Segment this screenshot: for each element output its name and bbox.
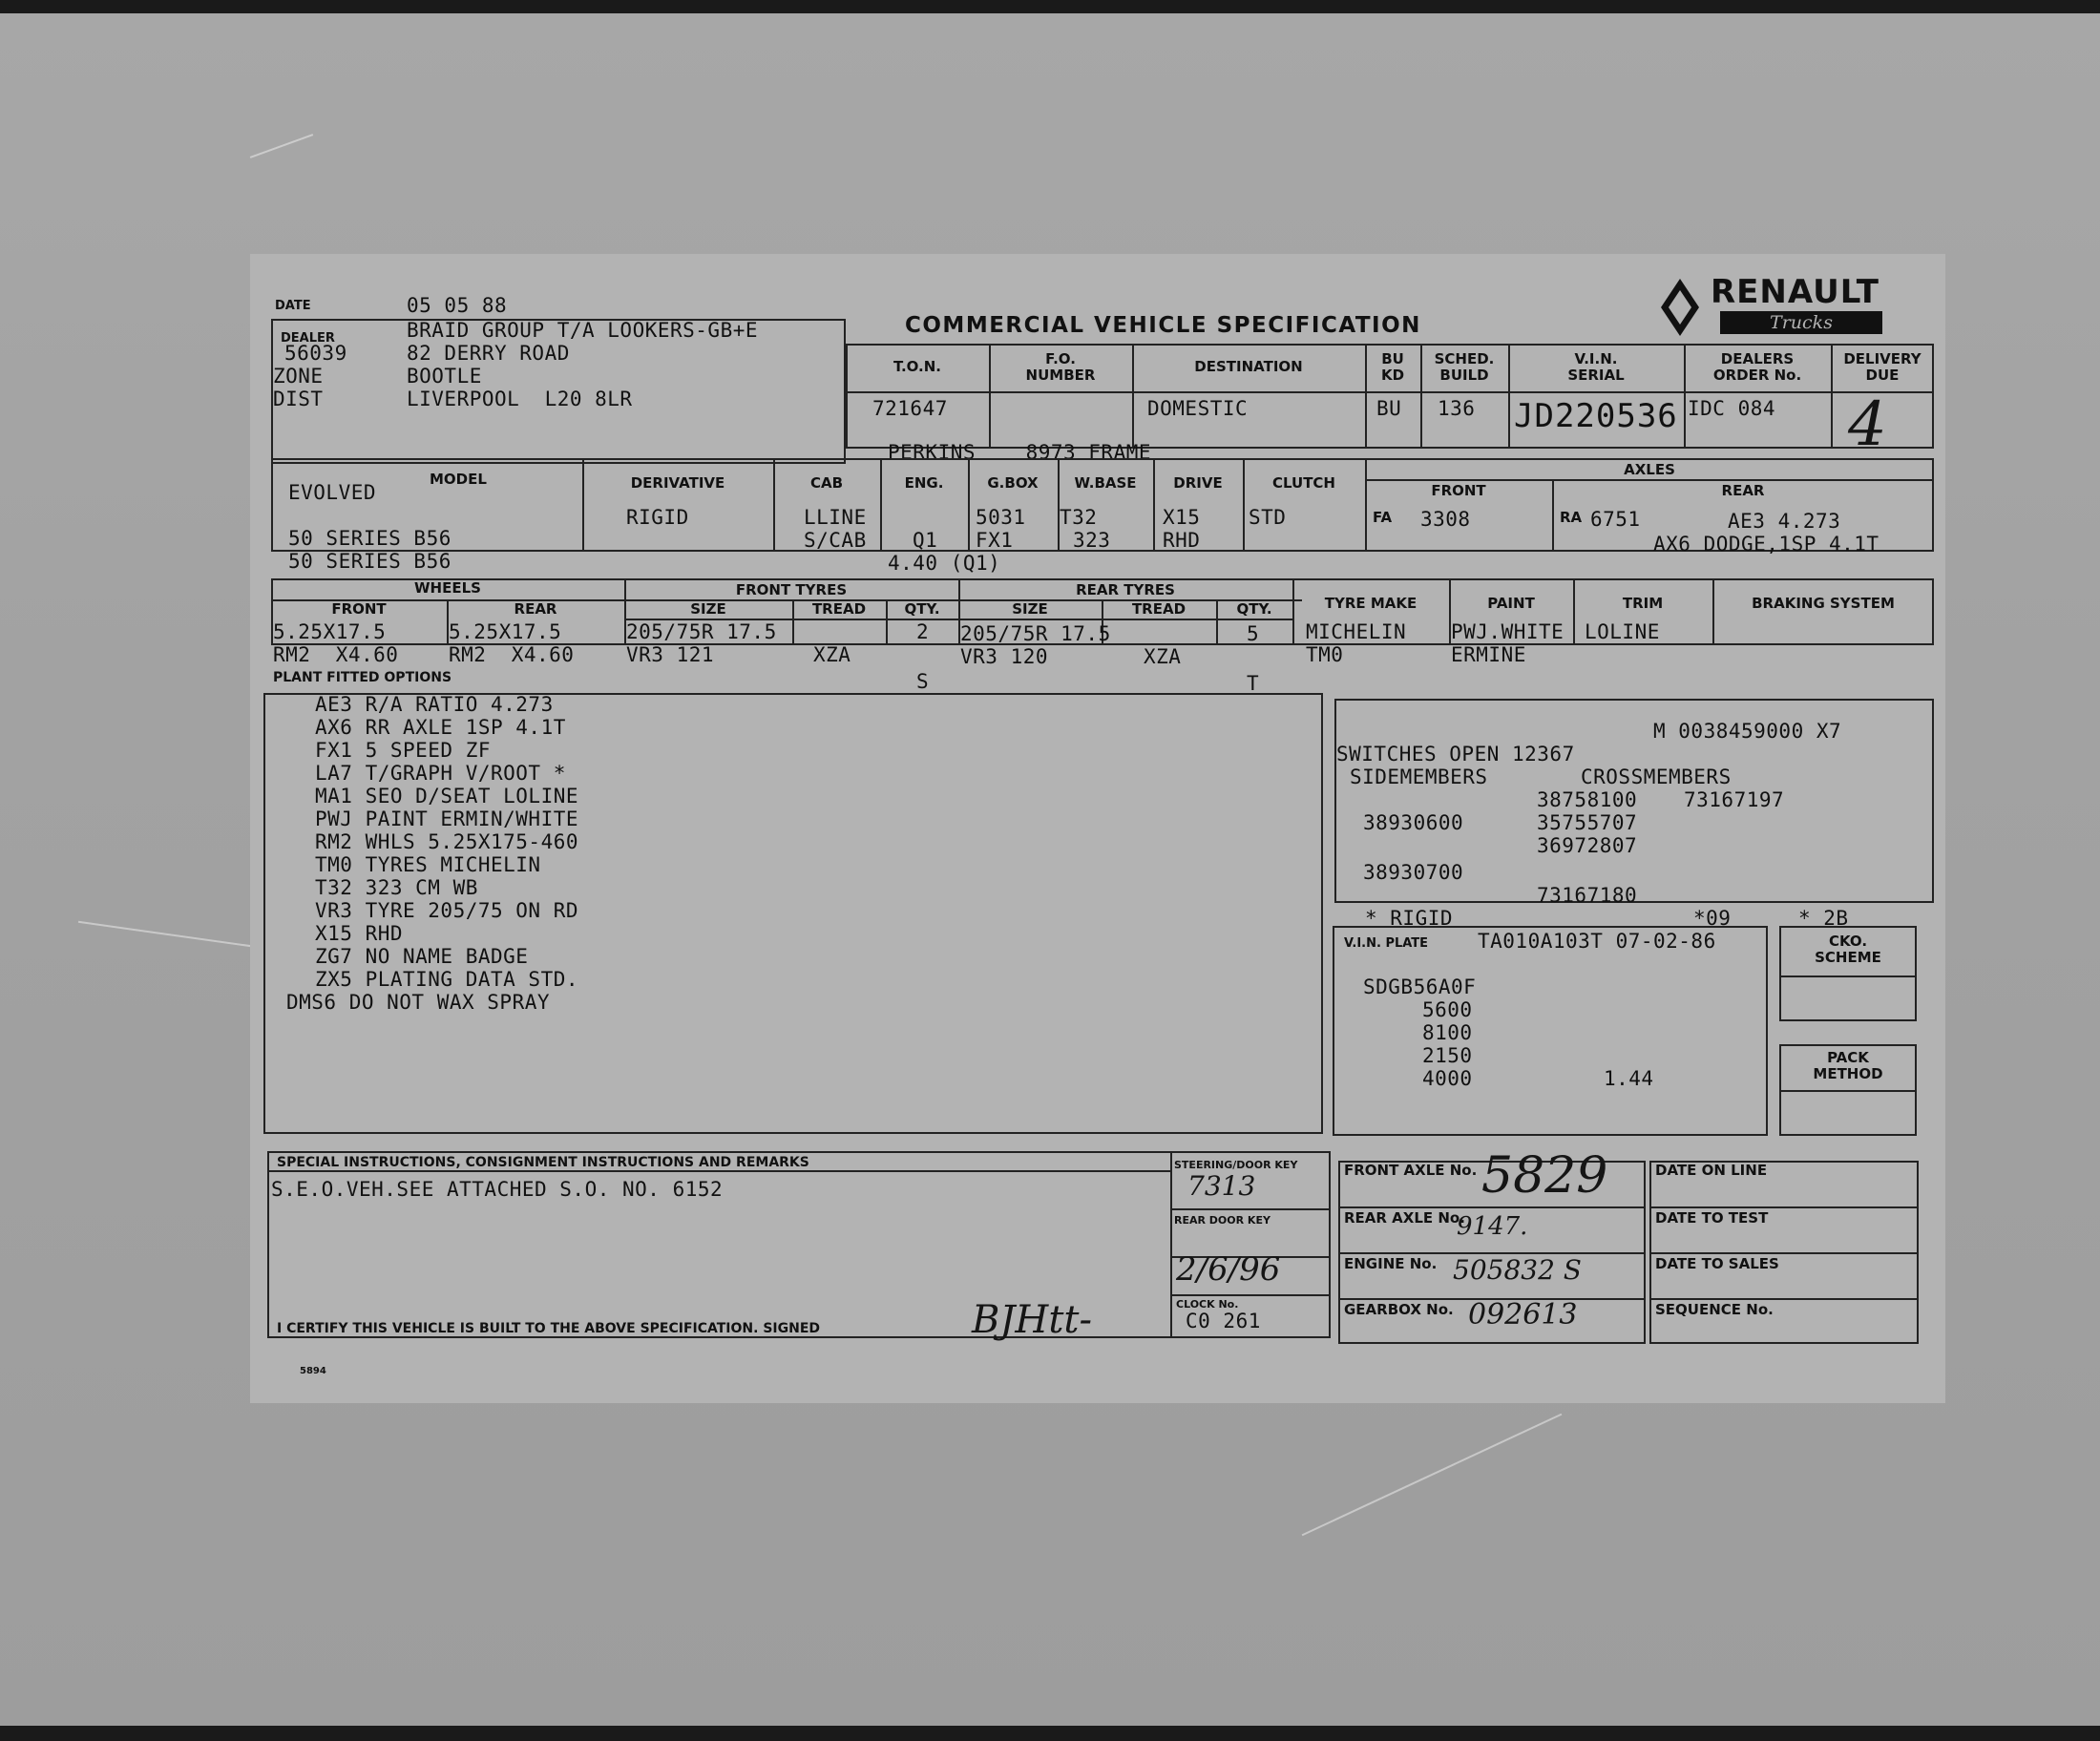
- date-label: DATE: [275, 299, 311, 313]
- remarks-text: S.E.O.VEH.SEE ATTACHED S.O. NO. 6152: [271, 1178, 724, 1201]
- rear-key-value: 2/6/96: [1176, 1250, 1281, 1289]
- tyre-make-1: MICHELIN: [1306, 620, 1407, 643]
- rt-qty: 5: [1247, 622, 1260, 645]
- ft-size-1: 205/75R 17.5: [626, 620, 777, 643]
- paint-label: PAINT: [1487, 595, 1535, 612]
- sched-value: 136: [1438, 397, 1476, 420]
- trim-label: TRIM: [1622, 595, 1664, 612]
- ft-tread-label: TREAD: [811, 600, 867, 618]
- rt-tread: XZA: [1144, 645, 1182, 668]
- engine-no-label: ENGINE No.: [1344, 1255, 1438, 1272]
- dist-value: LIVERPOOL L20 8LR: [407, 388, 633, 410]
- option-item: T32 323 CM WB: [315, 876, 478, 899]
- rear-axle-no-value: 9147.: [1457, 1212, 1528, 1241]
- bottom-border: [0, 1726, 2100, 1741]
- dealer-name: BRAID GROUP T/A LOOKERS-GB+E: [407, 319, 759, 342]
- eng-value-2: 4.40 (Q1): [888, 552, 1001, 575]
- wheel-front-2: RM2 X4.60: [273, 643, 399, 666]
- wheels-front-label: FRONT: [331, 600, 387, 618]
- rear-tyres-label: REAR TYRES: [1076, 581, 1175, 598]
- front-tyres-label: FRONT TYRES: [735, 581, 848, 598]
- delivery-label: DELIVERY DUE: [1843, 350, 1922, 384]
- bukd-label: BU KD: [1380, 350, 1405, 384]
- ft-tread: XZA: [813, 643, 851, 666]
- frame-tag: * 2B: [1798, 907, 1849, 930]
- crossmember-3: 36972807: [1537, 834, 1638, 857]
- option-item: MA1 SEO D/SEAT LOLINE: [315, 785, 579, 808]
- crossmember-4: 73167180: [1537, 884, 1638, 907]
- option-item: FX1 5 SPEED ZF: [315, 739, 492, 762]
- rt-size-2: VR3 120: [960, 645, 1049, 668]
- drive-value-2: RHD: [1163, 529, 1201, 552]
- date-to-test-label: DATE TO TEST: [1655, 1209, 1769, 1227]
- cab-value-2: S/CAB: [804, 529, 867, 552]
- wheels-label: WHEELS: [414, 579, 481, 597]
- option-item: VR3 TYRE 205/75 ON RD: [315, 899, 579, 922]
- zone-value: BOOTLE: [407, 365, 482, 388]
- frame-tag: *09: [1693, 907, 1732, 930]
- sidemember-2: 38930700: [1363, 861, 1464, 884]
- clutch-value: STD: [1249, 506, 1287, 529]
- derivative-value: RIGID: [626, 506, 689, 529]
- rt-qty-label: QTY.: [1236, 600, 1272, 618]
- brand-sub: Trucks: [1720, 311, 1882, 334]
- delivery-value: 4: [1848, 389, 1887, 460]
- clutch-label: CLUTCH: [1271, 474, 1335, 492]
- model-label: MODEL: [430, 471, 487, 488]
- sidemembers-label: SIDEMEMBERS: [1350, 766, 1488, 788]
- tyre-make-label: TYRE MAKE: [1324, 595, 1418, 612]
- destination-label: DESTINATION: [1194, 358, 1303, 375]
- ra-label: RA: [1560, 509, 1583, 526]
- top-border: [0, 0, 2100, 13]
- front-axle-no-value: 5829: [1481, 1147, 1608, 1205]
- wheel-front-1: 5.25X17.5: [273, 620, 387, 643]
- remarks-label: SPECIAL INSTRUCTIONS, CONSIGNMENT INSTRUCTIONS AND REMARKS: [277, 1155, 809, 1170]
- axles-label: AXLES: [1624, 461, 1675, 478]
- fo-label: F.O. NUMBER: [1025, 350, 1096, 384]
- signature: BJHtt-: [972, 1298, 1092, 1342]
- specification-sheet: [250, 254, 1945, 1403]
- rear-key-label: REAR DOOR KEY: [1174, 1214, 1270, 1227]
- crossmember-2: 35755707: [1537, 811, 1638, 834]
- option-item: X15 RHD: [315, 922, 404, 945]
- footer-code: 5894: [300, 1366, 326, 1376]
- ft-size-label: SIZE: [690, 600, 726, 618]
- dealer-number: 56039: [284, 342, 347, 365]
- vin-value: JD220536: [1514, 397, 1678, 435]
- vin-plate-value: 2150: [1422, 1044, 1473, 1067]
- crossmember-1b: 73167197: [1684, 788, 1785, 811]
- ton-label: T.O.N.: [892, 358, 942, 375]
- pack-method-label: PACK METHOD: [1813, 1049, 1883, 1082]
- rear-axle-no-label: REAR AXLE No.: [1344, 1209, 1465, 1227]
- tyre-make-2: TM0: [1306, 643, 1344, 666]
- wheel-rear-2: RM2 X4.60: [449, 643, 575, 666]
- rt-mark: T: [1247, 672, 1260, 695]
- frame-tag: * RIGID: [1365, 907, 1454, 930]
- option-item: AX6 RR AXLE 1SP 4.1T: [315, 716, 566, 739]
- braking-label: BRAKING SYSTEM: [1752, 595, 1895, 612]
- vin-plate-label: V.I.N. PLATE: [1344, 936, 1429, 951]
- trim-value: LOLINE: [1585, 620, 1660, 643]
- engine-line: PERKINS 8973 FRAME: [888, 441, 1152, 464]
- sched-label: SCHED. BUILD: [1434, 350, 1495, 384]
- bukd-value: BU: [1376, 397, 1402, 420]
- dist-label: DIST: [273, 388, 324, 410]
- gearbox-no-label: GEARBOX No.: [1344, 1301, 1454, 1318]
- option-item: TM0 TYRES MICHELIN: [315, 853, 541, 876]
- gbox-value-1: 5031: [976, 506, 1026, 529]
- vin-plate-box: [1333, 926, 1768, 1136]
- engine-no-value: 505832 S: [1453, 1254, 1582, 1286]
- vin-plate-value: SDGB56A0F: [1363, 975, 1477, 998]
- wbase-value-2: 323: [1073, 529, 1111, 552]
- ft-qty-label: QTY.: [904, 600, 940, 618]
- brand-name: RENAULT: [1711, 273, 1880, 311]
- cab-label: CAB: [809, 474, 844, 492]
- drive-value-1: X15: [1163, 506, 1201, 529]
- paint-2: ERMINE: [1451, 643, 1526, 666]
- ton-value: 721647: [872, 397, 948, 420]
- sidemember-1: 38930600: [1363, 811, 1464, 834]
- gbox-value-2: FX1: [976, 529, 1014, 552]
- dealers-order-value: IDC 084: [1688, 397, 1776, 420]
- option-item: ZX5 PLATING DATA STD.: [315, 968, 579, 991]
- rear-axle-1: AE3 4.273: [1728, 510, 1841, 533]
- certify-text: I CERTIFY THIS VEHICLE IS BUILT TO THE ABOVE SPECIFICATION. SIGNED: [277, 1321, 821, 1336]
- steering-key-value: 7313: [1187, 1170, 1256, 1202]
- option-item: PWJ PAINT ERMIN/WHITE: [315, 808, 579, 830]
- vin-plate-value: 5600: [1422, 998, 1473, 1021]
- crossmember-1: 38758100: [1537, 788, 1638, 811]
- clock-value: C0 261: [1186, 1310, 1261, 1332]
- rear-axle-2: AX6 DODGE,1SP 4.1T: [1653, 533, 1880, 556]
- vin-plate-code: TA010A103T 07-02-86: [1478, 930, 1716, 953]
- wbase-value-1: T32: [1060, 506, 1098, 529]
- switches: SWITCHES OPEN 12367: [1336, 743, 1575, 766]
- date-value: 05 05 88: [407, 294, 508, 317]
- clock-label: CLOCK No.: [1176, 1298, 1239, 1311]
- ra-value: 6751: [1590, 508, 1641, 531]
- renault-logo: [1659, 277, 1701, 342]
- ft-qty: 2: [916, 620, 930, 643]
- destination-value: DOMESTIC: [1147, 397, 1249, 420]
- option-item: LA7 T/GRAPH V/ROOT *: [315, 762, 566, 785]
- date-to-sales-label: DATE TO SALES: [1655, 1255, 1779, 1272]
- vin-plate-extra: 1.44: [1604, 1067, 1654, 1090]
- sequence-no-label: SEQUENCE No.: [1655, 1301, 1774, 1318]
- vin-plate-value: 8100: [1422, 1021, 1473, 1044]
- series-1: 50 SERIES B56: [288, 527, 452, 550]
- option-item: ZG7 NO NAME BADGE: [315, 945, 529, 968]
- wheels-rear-label: REAR: [514, 600, 557, 618]
- gbox-label: G.BOX: [987, 474, 1039, 492]
- renault-diamond-icon: [1659, 277, 1701, 338]
- axle-front-label: FRONT: [1431, 482, 1486, 499]
- eng-value: Q1: [913, 529, 938, 552]
- frame-ref: M 0038459000 X7: [1653, 720, 1842, 743]
- eng-label: ENG.: [904, 474, 944, 492]
- rt-size-1: 205/75R 17.5: [960, 622, 1111, 645]
- dealer-label: DEALER: [281, 331, 335, 346]
- front-axle-no-label: FRONT AXLE No.: [1344, 1162, 1478, 1179]
- dealers-order-label: DEALERS ORDER No.: [1712, 350, 1802, 384]
- ft-mark: S: [916, 670, 930, 693]
- rt-tread-label: TREAD: [1131, 600, 1186, 618]
- vin-plate-value: 4000: [1422, 1067, 1473, 1090]
- cab-value-1: LLINE: [804, 506, 867, 529]
- model-value: EVOLVED: [288, 481, 377, 504]
- option-item: RM2 WHLS 5.25X175-460: [315, 830, 579, 853]
- drive-label: DRIVE: [1173, 474, 1223, 492]
- axle-rear-label: REAR: [1721, 482, 1765, 499]
- option-item: DMS6 DO NOT WAX SPRAY: [286, 991, 551, 1014]
- series-2: 50 SERIES B56: [288, 550, 452, 573]
- gearbox-no-value: 092613: [1468, 1298, 1578, 1332]
- rt-size-label: SIZE: [1012, 600, 1048, 618]
- wheel-rear-1: 5.25X17.5: [449, 620, 562, 643]
- ft-size-2: VR3 121: [626, 643, 715, 666]
- vin-label: V.I.N. SERIAL: [1567, 350, 1625, 384]
- crossmembers-label: CROSSMEMBERS: [1581, 766, 1732, 788]
- derivative-label: DERIVATIVE: [630, 474, 725, 492]
- steering-key-label: STEERING/DOOR KEY: [1174, 1159, 1298, 1171]
- fa-label: FA: [1373, 509, 1393, 526]
- date-on-line-label: DATE ON LINE: [1655, 1162, 1768, 1179]
- options-label: PLANT FITTED OPTIONS: [273, 670, 452, 685]
- zone-label: ZONE: [273, 365, 324, 388]
- option-item: AE3 R/A RATIO 4.273: [315, 693, 554, 716]
- document-title: COMMERCIAL VEHICLE SPECIFICATION: [905, 313, 1421, 338]
- wbase-label: W.BASE: [1074, 474, 1137, 492]
- paint-1: PWJ.WHITE: [1451, 620, 1564, 643]
- dealer-address: 82 DERRY ROAD: [407, 342, 570, 365]
- fa-value: 3308: [1420, 508, 1471, 531]
- cko-scheme-label: CKO. SCHEME: [1815, 933, 1881, 966]
